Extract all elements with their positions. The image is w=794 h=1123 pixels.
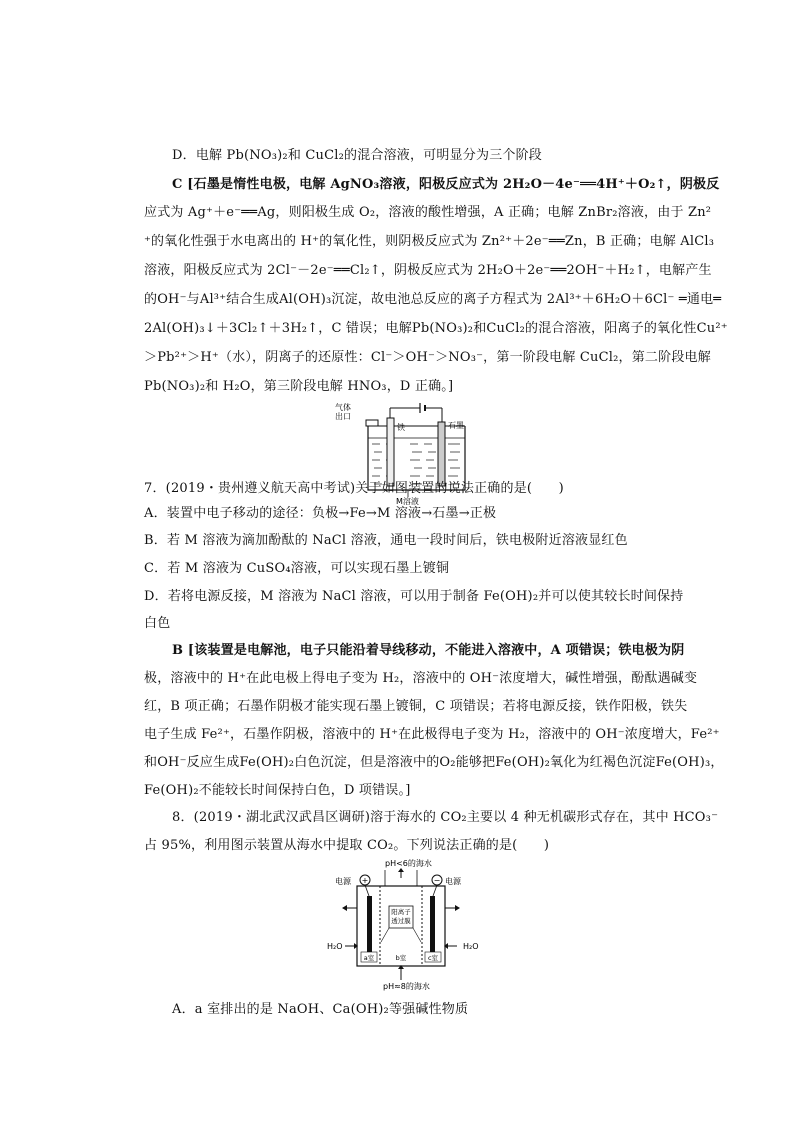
option-b: B．若 M 溶液为滴加酚酞的 NaCl 溶液，通电一段时间后，铁电极附近溶液显红色 — [144, 533, 628, 548]
option-d: D．若将电源反接，M 溶液为 NaCl 溶液，可以用于制备 Fe(OH)₂并可以使其较长时间保持 — [144, 589, 684, 604]
bottom-seawater-label: pH≈8的海水 — [383, 982, 430, 991]
anode-electrode — [367, 896, 372, 954]
iron-label: 铁 — [397, 423, 405, 432]
explanation-line: 溶液，阳极反应式为 2Cl⁻－2e⁻══Cl₂↑，阴极反应式为 2H₂O＋2e⁻══2OH⁻＋H₂↑，电解产生 — [144, 263, 712, 278]
question-8-cont: 占 95%，利用图示装置从海水中提取 CO₂。下列说法正确的是( ) — [144, 838, 550, 853]
question-8: 8．(2019・湖北武汉武昌区调研)溶于海水的 CO₂主要以 4 种无机碳形式存在，其中 HCO₃⁻ — [172, 810, 719, 825]
water-inlet-left-label: H₂O — [327, 942, 343, 951]
explanation-line: 电子生成 Fe²⁺，石墨作阴极，溶液中的 H⁺在此极得电子变为 H₂，溶液中的 OH⁻浓度增大，Fe²⁺ — [144, 727, 720, 742]
room-c-label: c室 — [427, 954, 439, 962]
option-d: D．电解 Pb(NO₃)₂和 CuCl₂的混合溶液，可明显分为三个阶段 — [172, 148, 542, 163]
option-c: C．若 M 溶液为 CuSO₄溶液，可以实现石墨上镀铜 — [144, 561, 450, 576]
iron-electrode — [387, 418, 394, 486]
room-b-label: b室 — [395, 954, 407, 962]
room-a-label: a室 — [363, 954, 375, 962]
power-source-left-label: 电源 — [335, 877, 351, 886]
explanation-line: ⁺的氧化性强于水电离出的 H⁺的氧化性，则阴极反应式为 Zn²⁺＋2e⁻══Zn，B 正确；电解 AlCl₃ — [144, 234, 715, 249]
explanation-line: ＞Pb²⁺＞H⁺（水），阴离子的还原性：Cl⁻＞OH⁻＞NO₃⁻，第一阶段电解 CuCl₂，第二阶段电解 — [144, 350, 711, 365]
graphite-electrode — [438, 422, 445, 486]
water-inlet-right-label: H₂O — [463, 942, 479, 951]
solution-pattern — [372, 444, 460, 484]
graphite-label: 石墨 — [448, 421, 464, 430]
explanation-line: 红，B 项正确；石墨作阴极才能实现石墨上镀铜，C 项错误；若将电源反接，铁作阳极，铁失 — [144, 699, 688, 714]
option-d-cont: 白色 — [144, 616, 171, 631]
explanation-line: 和OH⁻反应生成Fe(OH)₂白色沉淀，但是溶液中的O₂能够把Fe(OH)₂氧化为红褐色沉淀Fe(OH)₃， — [144, 755, 724, 770]
top-seawater-label: pH<6的海水 — [385, 859, 432, 868]
option-a: A．装置中电子移动的途径：负极→Fe→M 溶液→石墨→正极 — [144, 506, 497, 521]
explanation-line: 应式为 Ag⁺＋e⁻══Ag，则阳极生成 O₂，溶液的酸性增强，A 正确；电解 ZnBr₂溶液，由于 Zn² — [144, 205, 712, 220]
solution-label: M溶液 — [396, 497, 419, 505]
question-7: 7．(2019・贵州遵义航天高中考试)关于如图装置的说法正确的是( ) — [144, 481, 564, 496]
explanation-line: 2Al(OH)₃↓＋3Cl₂↑＋3H₂↑，C 错误；电解Pb(NO₃)₂和CuCl₂的混合溶液，阳离子的氧化性Cu²⁺ — [144, 321, 728, 336]
gas-outlet-label: 气体出口 — [335, 403, 351, 421]
membrane-label: 阳离子透过膜 — [391, 908, 411, 925]
co2-extraction-figure — [325, 856, 495, 992]
explanation-line: Fe(OH)₂不能较长时间保持白色，D 项错误。] — [144, 783, 411, 798]
gas-outlet-text: 气体 — [335, 403, 351, 412]
cathode-electrode — [430, 896, 435, 954]
explanation-line: 的OH⁻与Al³⁺结合生成Al(OH)₃沉淀，故电池总反应的离子方程式为 2Al³⁺＋6H₂O＋6Cl⁻ ═通电═ — [144, 292, 722, 307]
power-source-right-label: 电源 — [445, 877, 461, 886]
answer-6-line: C [石墨是惰性电极，电解 AgNO₃溶液，阳极反应式为 2H₂O－4e⁻══4H⁺＋O₂↑，阴极反 — [172, 177, 720, 192]
answer-7-line: B [该装置是电解池，电子只能沿着导线移动，不能进入溶液中，A 项错误；铁电极为阴 — [172, 643, 685, 658]
explanation-line: Pb(NO₃)₂和 H₂O，第三阶段电解 HNO₃，D 正确。] — [144, 379, 454, 394]
plus-sign: + — [361, 876, 369, 885]
option-a: A．a 室排出的是 NaOH、Ca(OH)₂等强碱性物质 — [172, 1002, 469, 1017]
explanation-line: 极，溶液中的 H⁺在此电极上得电子变为 H₂，溶液中的 OH⁻浓度增大，碱性增强，酚酞遇碱变 — [144, 671, 698, 686]
minus-sign: − — [433, 876, 441, 885]
